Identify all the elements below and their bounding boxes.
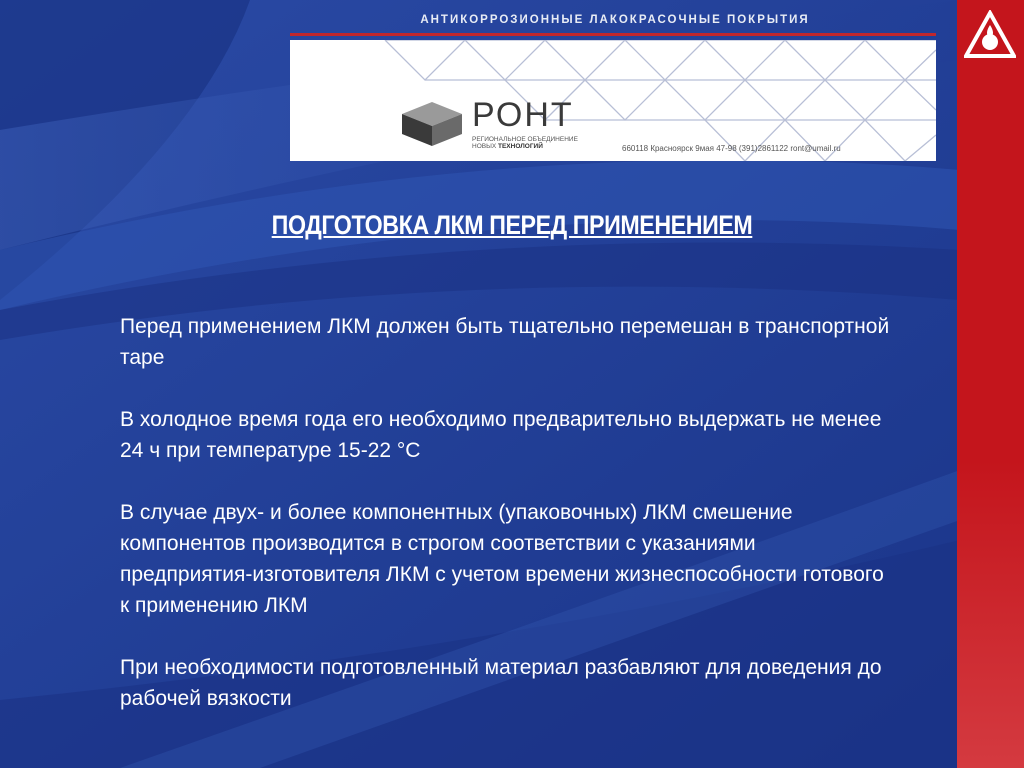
right-accent-strip	[957, 0, 1024, 768]
header-divider	[290, 33, 936, 36]
corner-logo-icon	[964, 10, 1016, 62]
company-banner	[290, 40, 936, 161]
triangle-pattern	[290, 40, 936, 161]
body-paragraph: В холодное время года его необходимо предварительно выдержать не менее 24 ч при температуре 15-22 °С	[120, 408, 882, 462]
brand-subtitle-line: НОВЫХ ТЕХНОЛОГИЙ	[472, 143, 543, 150]
brand-subtitle-line: РЕГИОНАЛЬНОЕ ОБЪЕДИНЕНИЕ	[472, 136, 578, 143]
brand-name: РОНТ	[472, 96, 574, 134]
body-paragraph: При необходимости подготовленный материал разбавляют для доведения до рабочей вязкости	[120, 656, 882, 710]
cube-logo-icon	[402, 102, 462, 146]
slide-body	[120, 311, 890, 745]
brand-subtitle	[472, 136, 612, 150]
body-paragraph: Перед применением ЛКМ должен быть тщательно перемешан в транспортной таре	[120, 315, 890, 369]
company-address: 660118 Красноярск 9мая 47-98 (391)2861122 ront@umail.ru	[622, 144, 841, 153]
header-title: АНТИКОРРОЗИОННЫЕ ЛАКОКРАСОЧНЫЕ ПОКРЫТИЯ	[420, 14, 810, 26]
body-paragraph: В случае двух- и более компонентных (упаковочных) ЛКМ смешение компонентов производится в строгом соответствии с указаниями предприятия-изготовителя ЛКМ с учетом времени жизнеспособности готового к применению ЛКМ	[120, 501, 884, 617]
slide-title: ПОДГОТОВКА ЛКМ ПЕРЕД ПРИМЕНЕНИЕМ	[271, 210, 753, 240]
